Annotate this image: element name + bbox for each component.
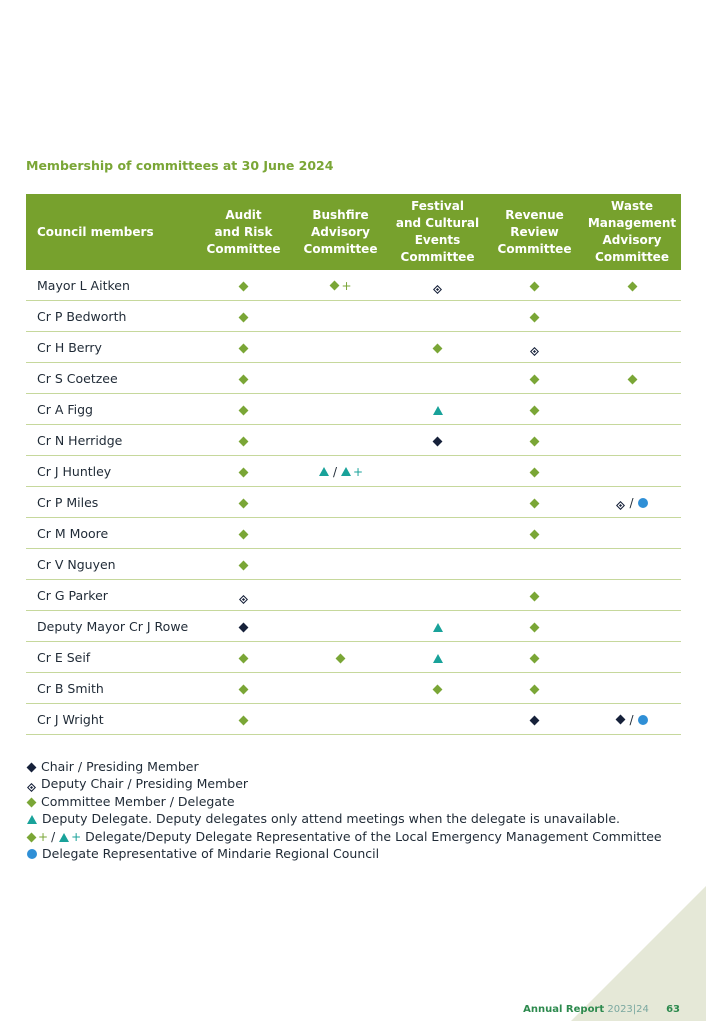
membership-cell xyxy=(486,425,583,456)
membership-cell xyxy=(486,518,583,549)
membership-cell xyxy=(292,332,389,363)
page-footer xyxy=(523,1004,680,1015)
col-header-label: Council members xyxy=(37,224,154,239)
table-row xyxy=(26,549,681,580)
member-diamond-icon xyxy=(239,281,249,291)
member-diamond-icon xyxy=(239,715,249,725)
member-diamond-icon xyxy=(239,343,249,353)
membership-cell xyxy=(583,270,681,301)
council-member-name: Cr J Wright xyxy=(26,704,195,735)
member-diamond-icon xyxy=(239,467,249,477)
plus-icon: + xyxy=(38,830,49,845)
corner-decoration xyxy=(571,886,706,1021)
membership-cell xyxy=(486,487,583,518)
slash-separator: / xyxy=(51,830,56,845)
table-caption: Membership of committees at 30 June 2024 xyxy=(26,158,334,173)
membership-cell xyxy=(195,673,292,704)
table-row xyxy=(26,673,681,704)
council-member-name: Cr P Miles xyxy=(26,487,195,518)
table-row xyxy=(26,642,681,673)
membership-cell xyxy=(195,704,292,735)
chair-diamond-icon xyxy=(239,622,249,632)
membership-cell xyxy=(486,642,583,673)
member-diamond-icon xyxy=(530,498,540,508)
legend-item xyxy=(26,829,662,846)
member-diamond-icon xyxy=(239,405,249,415)
table-row xyxy=(26,270,681,301)
slash-separator: / xyxy=(332,464,337,479)
legend-symbols xyxy=(26,846,38,861)
council-member-name: Cr B Smith xyxy=(26,673,195,704)
table-row xyxy=(26,518,681,549)
member-diamond-icon xyxy=(27,832,37,842)
legend-symbols xyxy=(26,811,38,826)
table-row xyxy=(26,611,681,642)
membership-cell xyxy=(195,611,292,642)
table-row xyxy=(26,332,681,363)
member-diamond-icon xyxy=(336,653,346,663)
deputy-chair-diamond-icon xyxy=(27,780,36,789)
membership-cell xyxy=(195,549,292,580)
col-header-label: Bushfire Advisory Committee xyxy=(303,207,378,256)
membership-cell xyxy=(292,394,389,425)
membership-cell xyxy=(583,394,681,425)
deputy-chair-diamond-icon xyxy=(433,282,442,291)
member-diamond-icon xyxy=(239,684,249,694)
council-member-name: Cr N Herridge xyxy=(26,425,195,456)
plus-icon: + xyxy=(71,830,82,845)
deputy-chair-diamond-icon xyxy=(239,592,248,601)
legend-text: Delegate/Deputy Delegate Representative of the Local Emergency Management Committee xyxy=(85,828,662,844)
membership-cell xyxy=(195,394,292,425)
member-diamond-icon xyxy=(530,436,540,446)
council-member-name: Cr E Seif xyxy=(26,642,195,673)
legend-symbols xyxy=(26,794,37,809)
chair-diamond-icon xyxy=(27,763,37,773)
chair-diamond-icon xyxy=(433,436,443,446)
committee-membership-table xyxy=(26,194,681,735)
slash-separator: / xyxy=(629,712,634,727)
member-diamond-icon xyxy=(530,374,540,384)
membership-cell xyxy=(389,270,486,301)
legend-text: Deputy Delegate. Deputy delegates only attend meetings when the delegate is unavailable. xyxy=(42,811,620,827)
member-diamond-icon xyxy=(433,343,443,353)
member-diamond-icon xyxy=(330,281,340,291)
deputy-chair-diamond-icon xyxy=(616,498,625,507)
membership-cell xyxy=(486,580,583,611)
member-diamond-icon xyxy=(530,312,540,322)
membership-cell xyxy=(292,642,389,673)
membership-cell xyxy=(486,456,583,487)
table-body xyxy=(26,270,681,735)
council-member-name: Mayor L Aitken xyxy=(26,270,195,301)
member-diamond-icon xyxy=(530,405,540,415)
council-member-name: Cr M Moore xyxy=(26,518,195,549)
mindarie-dot-icon xyxy=(27,849,37,859)
membership-cell xyxy=(389,332,486,363)
member-diamond-icon xyxy=(530,653,540,663)
council-member-name: Cr P Bedworth xyxy=(26,301,195,332)
membership-cell xyxy=(389,642,486,673)
membership-cell xyxy=(195,363,292,394)
member-diamond-icon xyxy=(530,591,540,601)
council-member-name: Cr J Huntley xyxy=(26,456,195,487)
member-diamond-icon xyxy=(239,560,249,570)
membership-cell xyxy=(486,549,583,580)
col-header-label: Audit and Risk Committee xyxy=(206,207,281,256)
member-diamond-icon xyxy=(433,684,443,694)
legend-item xyxy=(26,776,662,793)
membership-cell xyxy=(195,270,292,301)
chair-diamond-icon xyxy=(616,715,626,725)
member-diamond-icon xyxy=(239,312,249,322)
council-member-name: Cr V Nguyen xyxy=(26,549,195,580)
membership-cell xyxy=(583,301,681,332)
membership-cell xyxy=(583,518,681,549)
col-header-bushfire xyxy=(292,194,389,270)
legend-symbols xyxy=(26,759,37,774)
membership-cell xyxy=(583,611,681,642)
membership-cell xyxy=(583,642,681,673)
legend-symbols xyxy=(26,776,37,791)
deputy-chair-diamond-icon xyxy=(530,344,539,353)
page-number: 63 xyxy=(666,1004,680,1015)
membership-cell xyxy=(292,704,389,735)
council-member-name: Cr G Parker xyxy=(26,580,195,611)
col-header-council-members xyxy=(26,194,195,270)
deputy-triangle-icon xyxy=(433,406,443,415)
col-header-label: Revenue Review Committee xyxy=(497,207,572,256)
member-diamond-icon xyxy=(530,684,540,694)
membership-cell xyxy=(583,425,681,456)
membership-cell xyxy=(389,394,486,425)
legend-symbols xyxy=(26,829,81,845)
membership-cell xyxy=(486,363,583,394)
member-diamond-icon xyxy=(27,797,37,807)
membership-cell xyxy=(486,704,583,735)
member-diamond-icon xyxy=(627,281,637,291)
membership-cell xyxy=(195,580,292,611)
membership-cell xyxy=(486,394,583,425)
membership-cell xyxy=(195,332,292,363)
table-row xyxy=(26,580,681,611)
table-header-row xyxy=(26,194,681,270)
footer-label: Annual Report xyxy=(523,1004,605,1015)
membership-cell xyxy=(486,301,583,332)
membership-cell xyxy=(195,642,292,673)
symbol-legend xyxy=(26,759,662,863)
council-member-name: Cr H Berry xyxy=(26,332,195,363)
membership-cell xyxy=(292,487,389,518)
membership-cell xyxy=(583,704,681,735)
col-header-revenue xyxy=(486,194,583,270)
membership-cell xyxy=(195,456,292,487)
membership-cell xyxy=(389,487,486,518)
council-member-name: Cr S Coetzee xyxy=(26,363,195,394)
membership-cell xyxy=(583,580,681,611)
membership-cell xyxy=(292,673,389,704)
col-header-waste xyxy=(583,194,681,270)
col-header-festival xyxy=(389,194,486,270)
membership-cell xyxy=(389,363,486,394)
membership-cell xyxy=(195,425,292,456)
membership-cell xyxy=(389,611,486,642)
table-row xyxy=(26,301,681,332)
membership-cell xyxy=(389,518,486,549)
membership-cell xyxy=(583,487,681,518)
table-row xyxy=(26,363,681,394)
member-diamond-icon xyxy=(530,529,540,539)
membership-cell xyxy=(486,673,583,704)
membership-cell xyxy=(583,332,681,363)
legend-item xyxy=(26,811,662,828)
membership-cell xyxy=(486,611,583,642)
deputy-triangle-icon xyxy=(59,833,69,842)
member-diamond-icon xyxy=(627,374,637,384)
member-diamond-icon xyxy=(239,653,249,663)
deputy-triangle-icon xyxy=(433,623,443,632)
table-row xyxy=(26,456,681,487)
slash-separator: / xyxy=(629,495,634,510)
col-header-label: Waste Management Advisory Committee xyxy=(587,199,677,264)
deputy-triangle-icon xyxy=(341,467,351,476)
legend-text: Chair / Presiding Member xyxy=(41,759,199,774)
chair-diamond-icon xyxy=(530,715,540,725)
table-row xyxy=(26,487,681,518)
membership-cell xyxy=(292,456,389,487)
col-header-label: Festival and Cultural Events Committee xyxy=(395,199,480,264)
membership-cell xyxy=(486,270,583,301)
col-header-audit-risk xyxy=(195,194,292,270)
deputy-triangle-icon xyxy=(27,815,37,824)
legend-item xyxy=(26,759,662,776)
member-diamond-icon xyxy=(530,622,540,632)
plus-icon: + xyxy=(341,278,352,293)
member-diamond-icon xyxy=(239,498,249,508)
membership-cell xyxy=(389,301,486,332)
membership-cell xyxy=(583,363,681,394)
membership-cell xyxy=(389,580,486,611)
deputy-triangle-icon xyxy=(433,654,443,663)
council-member-name: Deputy Mayor Cr J Rowe xyxy=(26,611,195,642)
membership-cell xyxy=(195,518,292,549)
table-row xyxy=(26,394,681,425)
legend-text: Committee Member / Delegate xyxy=(41,793,235,809)
member-diamond-icon xyxy=(239,436,249,446)
mindarie-dot-icon xyxy=(638,498,648,508)
membership-cell xyxy=(195,487,292,518)
membership-cell xyxy=(292,270,389,301)
member-diamond-icon xyxy=(530,281,540,291)
membership-cell xyxy=(292,363,389,394)
membership-cell xyxy=(389,704,486,735)
table-row xyxy=(26,704,681,735)
membership-cell xyxy=(389,673,486,704)
membership-cell xyxy=(292,301,389,332)
member-diamond-icon xyxy=(239,529,249,539)
membership-cell xyxy=(292,518,389,549)
member-diamond-icon xyxy=(239,374,249,384)
footer-year: 2023|24 xyxy=(607,1004,649,1015)
legend-item xyxy=(26,846,662,863)
legend-text: Deputy Chair / Presiding Member xyxy=(41,776,249,792)
membership-cell xyxy=(583,456,681,487)
membership-cell xyxy=(583,673,681,704)
plus-icon: + xyxy=(352,464,364,479)
membership-cell xyxy=(195,301,292,332)
membership-cell xyxy=(292,611,389,642)
membership-cell xyxy=(292,580,389,611)
membership-cell xyxy=(389,549,486,580)
legend-item xyxy=(26,794,662,811)
member-diamond-icon xyxy=(530,467,540,477)
mindarie-dot-icon xyxy=(638,715,648,725)
legend-text: Delegate Representative of Mindarie Regional Council xyxy=(42,845,380,861)
membership-cell xyxy=(389,456,486,487)
membership-cell xyxy=(389,425,486,456)
membership-cell xyxy=(486,332,583,363)
deputy-triangle-icon xyxy=(319,467,329,476)
membership-cell xyxy=(292,425,389,456)
membership-cell xyxy=(292,549,389,580)
council-member-name: Cr A Figg xyxy=(26,394,195,425)
membership-cell xyxy=(583,549,681,580)
table-row xyxy=(26,425,681,456)
